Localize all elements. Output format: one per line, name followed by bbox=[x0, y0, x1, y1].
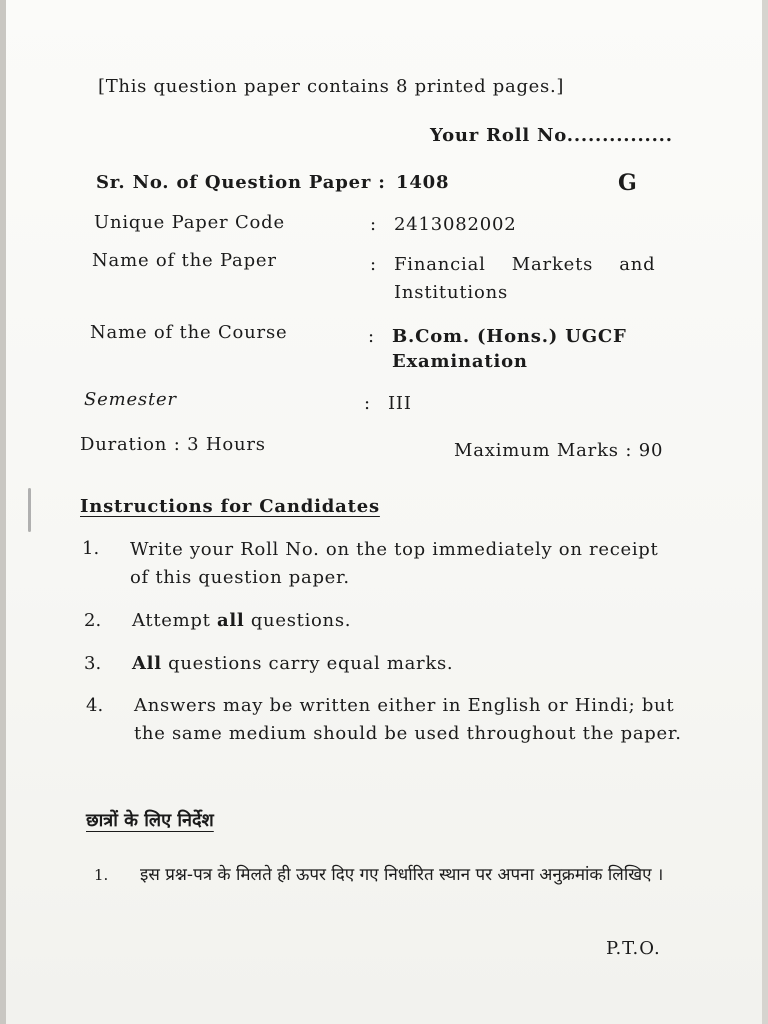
instruction-3-text: All questions carry equal marks. bbox=[132, 653, 454, 674]
paper-name-label: Name of the Paper bbox=[92, 250, 277, 271]
paper-code-colon: : bbox=[370, 214, 377, 235]
instruction-1-number: 1. bbox=[82, 538, 100, 559]
instruction-4-number: 4. bbox=[86, 695, 104, 716]
maximum-marks: Maximum Marks : 90 bbox=[454, 440, 664, 461]
hindi-instructions-heading: छात्रों के लिए निर्देश bbox=[86, 810, 214, 831]
instruction-2-number: 2. bbox=[84, 610, 102, 631]
course-name-value-line2: Examination bbox=[392, 351, 528, 372]
sr-no-label: Sr. No. of Question Paper : bbox=[96, 172, 386, 193]
course-name-colon: : bbox=[368, 326, 375, 347]
paper-set-letter: G bbox=[618, 170, 637, 196]
paper-name-value-line1: Financial Markets and bbox=[394, 254, 656, 275]
please-turn-over: P.T.O. bbox=[606, 938, 661, 959]
paper-code-value: 2413082002 bbox=[394, 214, 517, 235]
duration: Duration : 3 Hours bbox=[80, 434, 266, 455]
instruction-1-text: Write your Roll No. on the top immediately on receipt of this question paper. bbox=[130, 539, 659, 588]
semester-value: III bbox=[388, 393, 412, 414]
instruction-3-number: 3. bbox=[84, 653, 102, 674]
semester-label: Semester bbox=[84, 389, 177, 410]
instruction-2-text: Attempt all questions. bbox=[132, 610, 352, 631]
paper-code-label: Unique Paper Code bbox=[94, 212, 285, 233]
semester-colon: : bbox=[364, 393, 371, 414]
page-right-edge bbox=[762, 0, 768, 1024]
question-paper-page bbox=[6, 0, 762, 1024]
staple-mark bbox=[28, 488, 31, 532]
hindi-instruction-1-text: इस प्रश्न-पत्र के मिलते ही ऊपर दिए गए निर्धारित स्थान पर अपना अनुक्रमांक लिखिए । bbox=[140, 865, 664, 885]
roll-number-field: Your Roll No............... bbox=[430, 125, 673, 146]
instruction-4-text: Answers may be written either in English or Hindi; but the same medium should be used throughout the paper. bbox=[134, 695, 682, 744]
paper-name-colon: : bbox=[370, 254, 377, 275]
course-name-value-line1: B.Com. (Hons.) UGCF bbox=[392, 326, 627, 347]
course-name-label: Name of the Course bbox=[90, 322, 288, 343]
paper-name-value-line2: Institutions bbox=[394, 282, 509, 303]
page-count-note: [This question paper contains 8 printed pages.] bbox=[98, 76, 565, 97]
hindi-instruction-1-number: 1. bbox=[94, 866, 109, 884]
instructions-heading: Instructions for Candidates bbox=[80, 496, 380, 517]
sr-no-value: 1408 bbox=[396, 172, 450, 193]
